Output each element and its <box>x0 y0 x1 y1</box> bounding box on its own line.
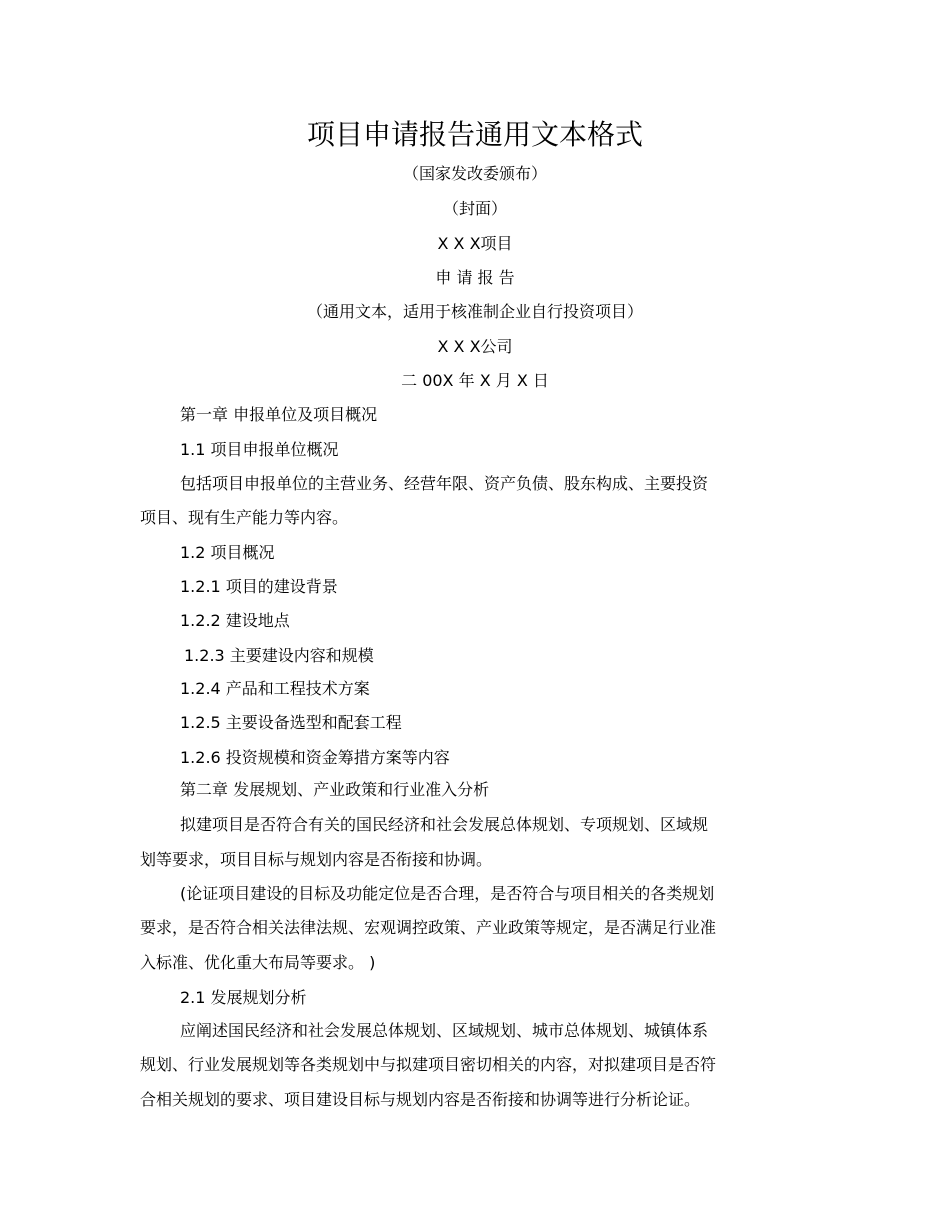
paragraph-3-line-3: 入标准、优化重大布局等要求。 ) <box>140 953 376 972</box>
issuer-line: （国家发改委颁布） <box>402 164 547 183</box>
report-date: 二 00X 年 X 月 X 日 <box>401 371 549 390</box>
company-name: X X X公司 <box>437 337 513 356</box>
chapter-2-heading: 第二章 发展规划、产业政策和行业准入分析 <box>180 780 490 799</box>
report-name: 申 请 报 告 <box>435 268 515 287</box>
section-1-2-3-heading: 1.2.3 主要建设内容和规模 <box>184 646 374 665</box>
section-1-2-1-heading: 1.2.1 项目的建设背景 <box>180 577 338 596</box>
scope-note: （通用文本，适用于核准制企业自行投资项目） <box>306 302 643 321</box>
paragraph-3-line-1: (论证项目建设的目标及功能定位是否合理，是否符合与项目相关的各类规划 <box>180 884 715 903</box>
paragraph-1-line-2: 项目、现有生产能力等内容。 <box>140 508 349 527</box>
document-title: 项目申请报告通用文本格式 <box>306 118 643 151</box>
section-1-2-heading: 1.2 项目概况 <box>180 543 275 562</box>
project-name: X X X项目 <box>437 234 513 253</box>
cover-label: （封面） <box>442 199 507 218</box>
paragraph-1-line-1: 包括项目申报单位的主营业务、经营年限、资产负债、股东构成、主要投资 <box>180 474 709 493</box>
chapter-1-heading: 第一章 申报单位及项目概况 <box>180 405 378 424</box>
section-2-1-heading: 2.1 发展规划分析 <box>180 988 307 1007</box>
paragraph-3-line-2: 要求，是否符合相关法律法规、宏观调控政策、产业政策等规定，是否满足行业准 <box>140 918 717 937</box>
paragraph-2-line-2: 划等要求，项目目标与规划内容是否衔接和协调。 <box>140 850 493 869</box>
paragraph-4-line-2: 规划、行业发展规划等各类规划中与拟建项目密切相关的内容，对拟建项目是否符 <box>140 1055 717 1074</box>
section-1-1-heading: 1.1 项目申报单位概况 <box>180 440 339 459</box>
section-1-2-6-heading: 1.2.6 投资规模和资金筹措方案等内容 <box>180 748 450 767</box>
paragraph-2-line-1: 拟建项目是否符合有关的国民经济和社会发展总体规划、专项规划、区域规 <box>180 815 709 834</box>
section-1-2-4-heading: 1.2.4 产品和工程技术方案 <box>180 679 370 698</box>
section-1-2-2-heading: 1.2.2 建设地点 <box>180 611 290 630</box>
paragraph-4-line-3: 合相关规划的要求、项目建设目标与规划内容是否衔接和协调等进行分析论证。 <box>140 1090 701 1109</box>
section-1-2-5-heading: 1.2.5 主要设备选型和配套工程 <box>180 713 402 732</box>
paragraph-4-line-1: 应阐述国民经济和社会发展总体规划、区域规划、城市总体规划、城镇体系 <box>180 1021 709 1040</box>
